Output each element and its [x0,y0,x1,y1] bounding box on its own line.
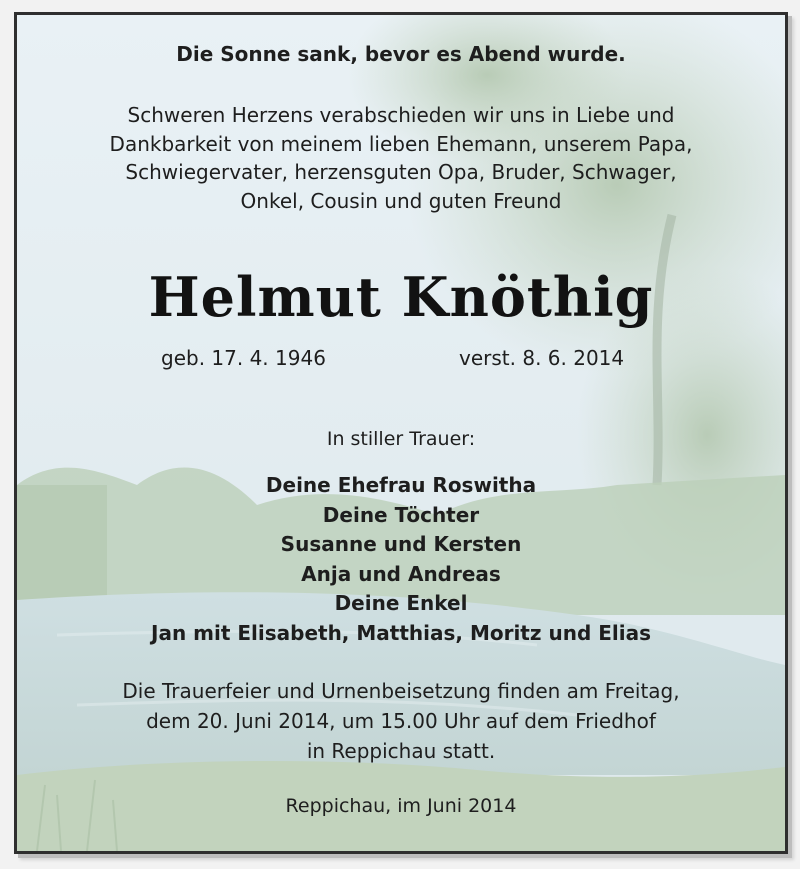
intro-line: Onkel, Cousin und guten Freund [240,188,562,213]
mourner-line: Jan mit Elisabeth, Matthias, Moritz und Elias [151,620,651,645]
place-and-date: Reppichau, im Juni 2014 [285,795,517,817]
service-line: Die Trauerfeier und Urnenbeisetzung finden am Freitag, [122,679,680,703]
mourners-list [17,471,785,649]
intro-line: Dankbarkeit von meinem lieben Ehemann, unserem Papa, [109,131,693,156]
death-date: verst. 8. 6. 2014 [459,346,625,370]
mourning-label: In stiller Trauer: [326,428,476,450]
intro-line: Schweren Herzens verabschieden wir uns in Liebe und [127,103,675,127]
obituary-text [17,15,785,851]
service-info [17,676,785,766]
mourner-line: Anja und Andreas [301,561,501,586]
mourner-line: Deine Ehefrau Roswitha [265,473,537,497]
mourner-line: Deine Töchter [322,502,480,527]
service-line: dem 20. Juni 2014, um 15.00 Uhr auf dem Friedhof [146,709,656,733]
mourner-line: Susanne und Kersten [280,532,522,557]
birth-date: geb. 17. 4. 1946 [161,346,326,370]
motto: Die Sonne sank, bevor es Abend wurde. [176,42,626,66]
service-line: in Reppichau statt. [306,739,496,763]
intro-line: Schwiegervater, herzensguten Opa, Bruder, Schwager, [125,160,677,184]
intro-text [17,101,785,215]
mourner-line: Deine Enkel [334,591,468,616]
deceased-name: Helmut Knöthig [148,265,654,329]
obituary-card [14,12,788,854]
